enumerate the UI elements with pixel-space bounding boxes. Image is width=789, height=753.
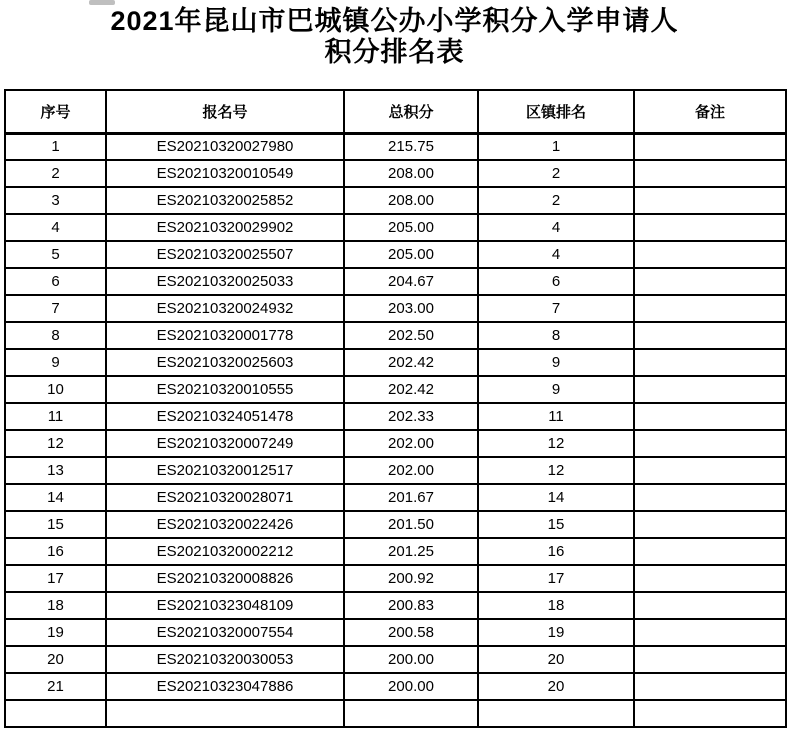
- scan-smudge-artifact: [89, 0, 115, 5]
- cell-seq: 4: [5, 214, 106, 241]
- cell-note-empty: [634, 700, 786, 727]
- table-row: [5, 538, 786, 565]
- cell-seq: 2: [5, 160, 106, 187]
- cell-seq: 6: [5, 268, 106, 295]
- cell-reg_no: ES20210320007249: [106, 430, 344, 457]
- cell-seq: 13: [5, 457, 106, 484]
- cell-rank: 1: [478, 133, 634, 160]
- cell-note: [634, 403, 786, 430]
- table-row: [5, 484, 786, 511]
- cell-rank-empty: [478, 700, 634, 727]
- cell-rank: 16: [478, 538, 634, 565]
- cell-seq: 7: [5, 295, 106, 322]
- cell-note: [634, 538, 786, 565]
- cell-note: [634, 322, 786, 349]
- cell-reg_no: ES20210320007554: [106, 619, 344, 646]
- table-row: [5, 133, 786, 160]
- cell-note: [634, 430, 786, 457]
- table-row: [5, 376, 786, 403]
- cell-note: [634, 484, 786, 511]
- cell-rank: 17: [478, 565, 634, 592]
- table-header-row: [5, 90, 786, 133]
- cell-note: [634, 133, 786, 160]
- cell-score: 204.67: [344, 268, 478, 295]
- cell-rank: 12: [478, 457, 634, 484]
- cell-rank: 18: [478, 592, 634, 619]
- cell-reg_no: ES20210320027980: [106, 133, 344, 160]
- table-row: [5, 349, 786, 376]
- cell-reg_no: ES20210320010555: [106, 376, 344, 403]
- cell-rank: 9: [478, 349, 634, 376]
- cell-score: 202.42: [344, 349, 478, 376]
- cell-reg_no: ES20210320025507: [106, 241, 344, 268]
- cell-score: 201.50: [344, 511, 478, 538]
- cell-rank: 9: [478, 376, 634, 403]
- cell-score: 215.75: [344, 133, 478, 160]
- cell-score: 205.00: [344, 241, 478, 268]
- cell-reg_no: ES20210320030053: [106, 646, 344, 673]
- column-header-reg-no: 报名号: [106, 90, 344, 133]
- cell-seq: 19: [5, 619, 106, 646]
- cell-seq: 1: [5, 133, 106, 160]
- cell-note: [634, 160, 786, 187]
- cell-reg_no: ES20210320024932: [106, 295, 344, 322]
- cell-seq: 9: [5, 349, 106, 376]
- cell-note: [634, 619, 786, 646]
- cell-score: 200.00: [344, 673, 478, 700]
- cell-seq: 15: [5, 511, 106, 538]
- page-title: [0, 6, 789, 68]
- cell-rank: 19: [478, 619, 634, 646]
- cell-note: [634, 214, 786, 241]
- table-row: [5, 646, 786, 673]
- cell-score: 202.00: [344, 430, 478, 457]
- table-row: [5, 160, 786, 187]
- cell-seq: 18: [5, 592, 106, 619]
- cell-note: [634, 511, 786, 538]
- cell-seq: 11: [5, 403, 106, 430]
- table-row: [5, 430, 786, 457]
- cell-rank: 15: [478, 511, 634, 538]
- cell-score: 202.33: [344, 403, 478, 430]
- cell-reg_no: ES20210320025852: [106, 187, 344, 214]
- cell-seq: 10: [5, 376, 106, 403]
- table-row: [5, 214, 786, 241]
- cell-reg_no: ES20210324051478: [106, 403, 344, 430]
- cell-seq: 12: [5, 430, 106, 457]
- cell-note: [634, 673, 786, 700]
- cell-rank: 2: [478, 187, 634, 214]
- cell-score: 205.00: [344, 214, 478, 241]
- cell-rank: 4: [478, 241, 634, 268]
- cell-seq: 3: [5, 187, 106, 214]
- cell-note: [634, 187, 786, 214]
- cell-reg_no-empty: [106, 700, 344, 727]
- page-title-line-1: 2021年昆山市巴城镇公办小学积分入学申请人: [110, 6, 679, 36]
- cell-rank: 12: [478, 430, 634, 457]
- cell-score: 202.00: [344, 457, 478, 484]
- table-row: [5, 673, 786, 700]
- cell-score: 202.50: [344, 322, 478, 349]
- cell-score: 202.42: [344, 376, 478, 403]
- table-row: [5, 403, 786, 430]
- cell-seq: 21: [5, 673, 106, 700]
- cell-rank: 11: [478, 403, 634, 430]
- cell-rank: 4: [478, 214, 634, 241]
- cell-rank: 8: [478, 322, 634, 349]
- cell-reg_no: ES20210320001778: [106, 322, 344, 349]
- cell-rank: 20: [478, 673, 634, 700]
- column-header-score: 总积分: [344, 90, 478, 133]
- cell-note: [634, 565, 786, 592]
- table-row: [5, 619, 786, 646]
- page-title-line-2: 积分排名表: [324, 37, 465, 67]
- cell-reg_no: ES20210320029902: [106, 214, 344, 241]
- cell-rank: 14: [478, 484, 634, 511]
- table-row: [5, 565, 786, 592]
- table-row: [5, 592, 786, 619]
- table-row: [5, 322, 786, 349]
- cell-reg_no: ES20210320028071: [106, 484, 344, 511]
- cell-score: 208.00: [344, 160, 478, 187]
- cell-rank: 20: [478, 646, 634, 673]
- cell-reg_no: ES20210323047886: [106, 673, 344, 700]
- cell-score: 201.25: [344, 538, 478, 565]
- cell-rank: 6: [478, 268, 634, 295]
- ranking-table: [4, 89, 787, 728]
- table-row: [5, 457, 786, 484]
- cell-score: 200.83: [344, 592, 478, 619]
- cell-score: 201.67: [344, 484, 478, 511]
- table-row-partial: [5, 700, 786, 727]
- cell-seq: 16: [5, 538, 106, 565]
- table-row: [5, 511, 786, 538]
- table-row: [5, 187, 786, 214]
- column-header-seq: 序号: [5, 90, 106, 133]
- cell-reg_no: ES20210320012517: [106, 457, 344, 484]
- column-header-rank: 区镇排名: [478, 90, 634, 133]
- column-header-note: 备注: [634, 90, 786, 133]
- cell-reg_no: ES20210323048109: [106, 592, 344, 619]
- cell-note: [634, 646, 786, 673]
- cell-note: [634, 268, 786, 295]
- cell-score: 200.58: [344, 619, 478, 646]
- cell-reg_no: ES20210320002212: [106, 538, 344, 565]
- cell-seq: 5: [5, 241, 106, 268]
- cell-reg_no: ES20210320025033: [106, 268, 344, 295]
- cell-reg_no: ES20210320008826: [106, 565, 344, 592]
- table-row: [5, 241, 786, 268]
- cell-score: 203.00: [344, 295, 478, 322]
- cell-seq: 20: [5, 646, 106, 673]
- cell-seq: 17: [5, 565, 106, 592]
- cell-note: [634, 376, 786, 403]
- cell-score: 208.00: [344, 187, 478, 214]
- cell-reg_no: ES20210320025603: [106, 349, 344, 376]
- cell-reg_no: ES20210320010549: [106, 160, 344, 187]
- cell-rank: 7: [478, 295, 634, 322]
- table-row: [5, 268, 786, 295]
- cell-note: [634, 457, 786, 484]
- cell-note: [634, 295, 786, 322]
- cell-note: [634, 241, 786, 268]
- table-body: [5, 133, 786, 727]
- cell-rank: 2: [478, 160, 634, 187]
- cell-seq: 14: [5, 484, 106, 511]
- cell-score: 200.92: [344, 565, 478, 592]
- cell-seq-empty: [5, 700, 106, 727]
- cell-reg_no: ES20210320022426: [106, 511, 344, 538]
- cell-score-empty: [344, 700, 478, 727]
- cell-score: 200.00: [344, 646, 478, 673]
- cell-note: [634, 349, 786, 376]
- cell-note: [634, 592, 786, 619]
- cell-seq: 8: [5, 322, 106, 349]
- table-row: [5, 295, 786, 322]
